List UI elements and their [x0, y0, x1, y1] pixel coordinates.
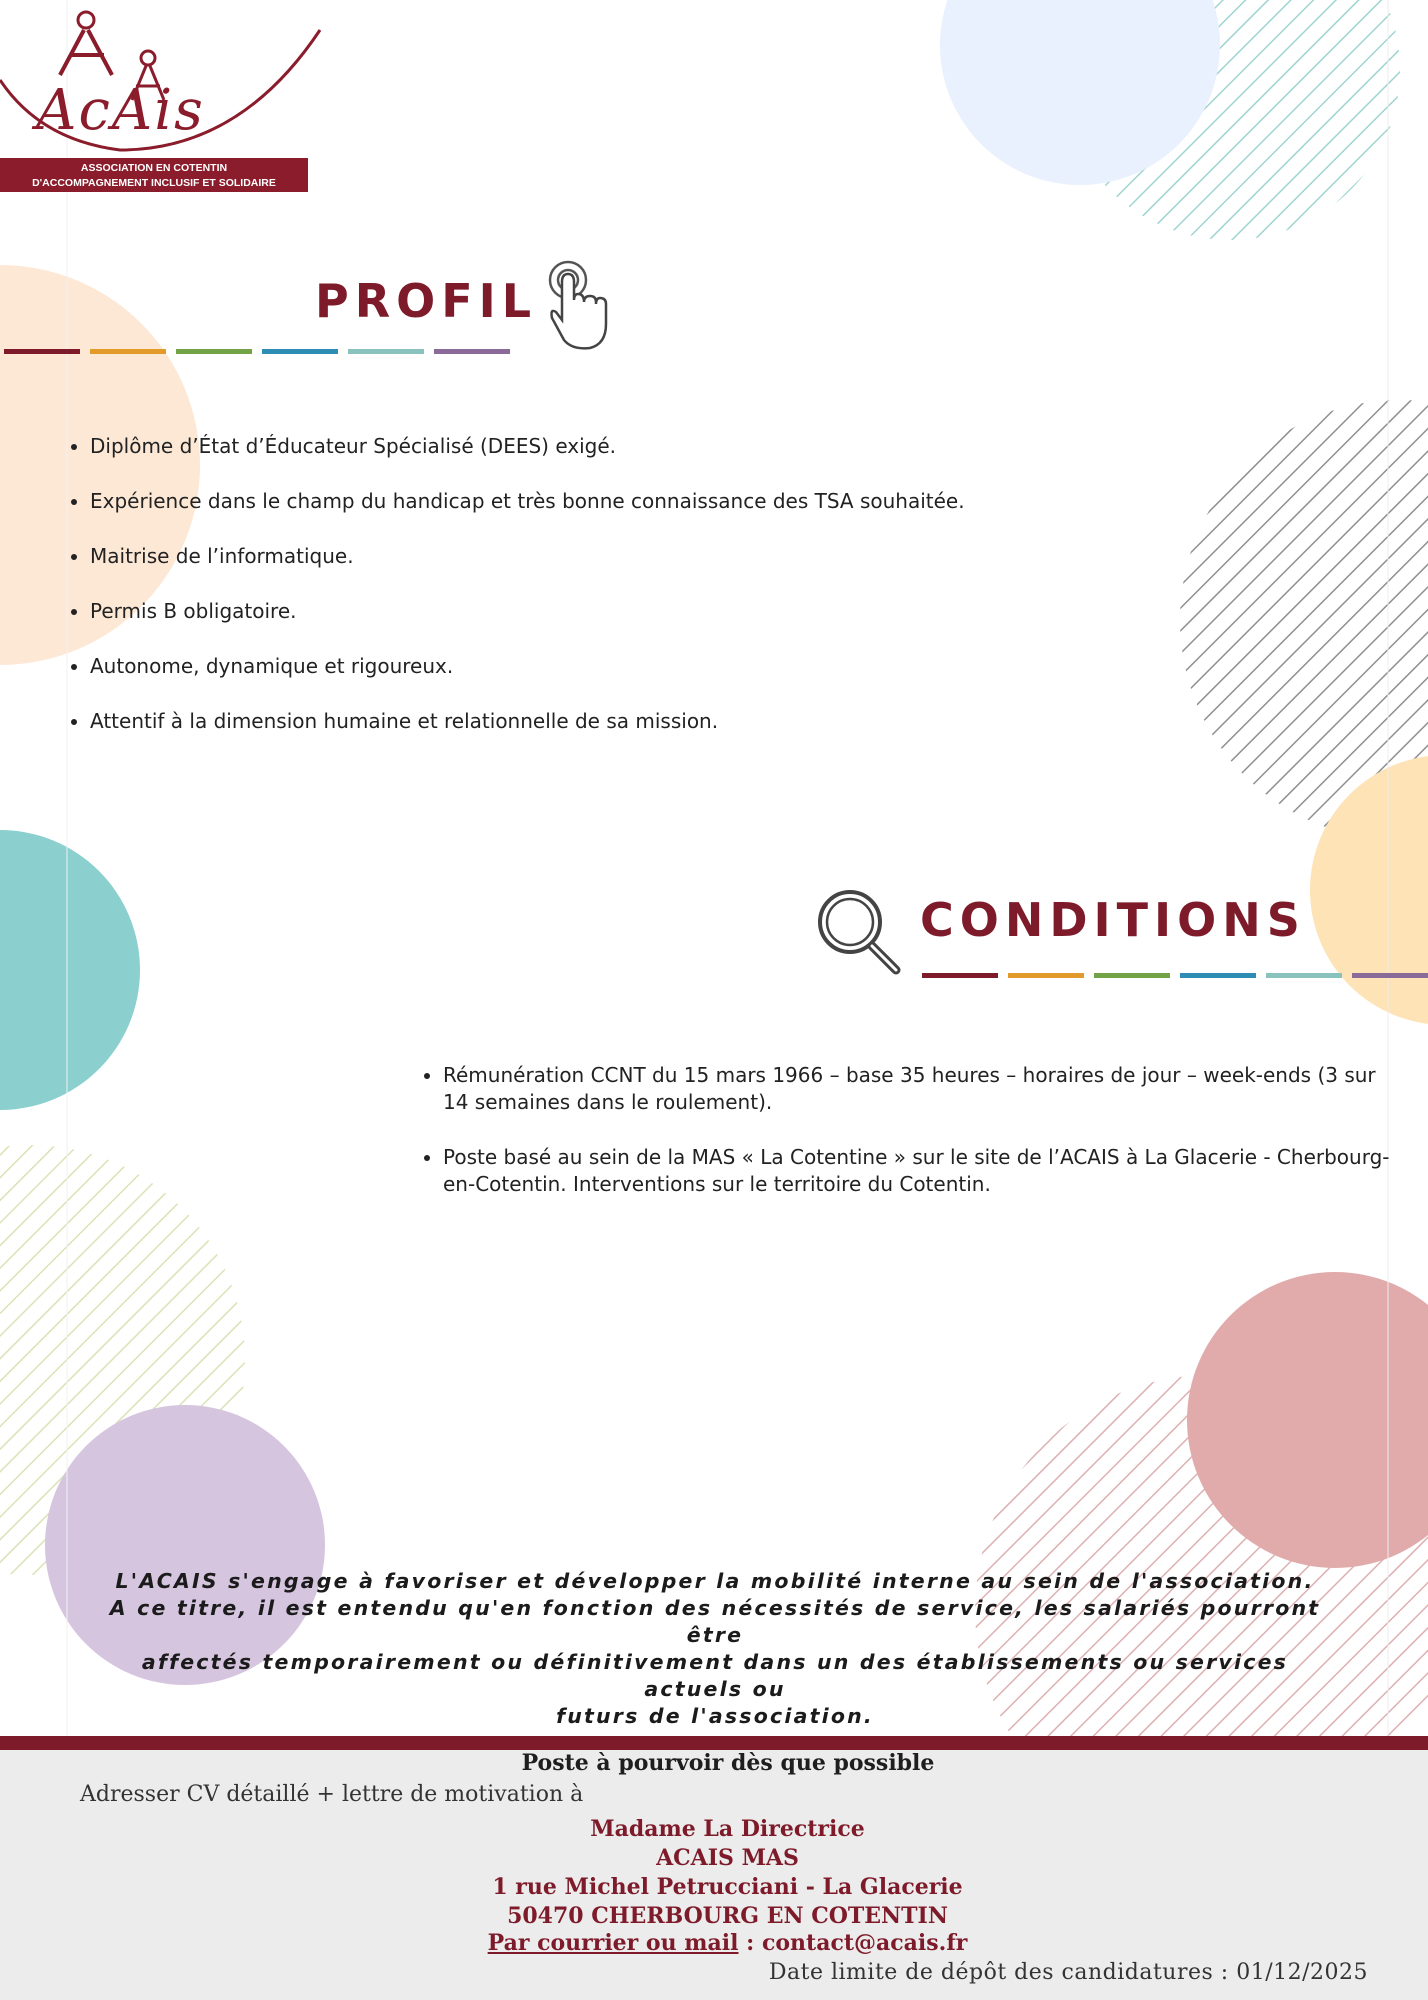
contact-line [0, 1930, 1428, 1956]
logo-line-1: ASSOCIATION EN COTENTIN [80, 162, 228, 174]
profil-list [62, 433, 1190, 735]
commitment-line-4: futurs de l'association. [556, 1704, 874, 1728]
recipient: Madame La Directrice [590, 1816, 865, 1842]
list-item: • Autonome, dynamique et rigoureux. [90, 653, 1190, 680]
color-dash [1180, 973, 1256, 978]
acais-logo [0, 0, 330, 200]
list-item: • Attentif à la dimension humaine et relationnelle de sa mission. [90, 708, 1190, 735]
city-address: 50470 CHERBOURG EN COTENTIN [507, 1903, 948, 1929]
logo-band [0, 158, 308, 192]
logo-wordmark: AcAis [36, 78, 205, 143]
send-instruction: Adresser CV détaillé + lettre de motivation à [80, 1782, 584, 1807]
contact-email[interactable]: contact@acais.fr [761, 1930, 968, 1956]
list-item: • Diplôme d’État d’Éducateur Spécialisé (DEES) exigé. [90, 433, 1190, 460]
list-item: • Expérience dans le champ du handicap et très bonne connaissance des TSA souhaitée. [90, 488, 1190, 515]
color-dash [1008, 973, 1084, 978]
list-item: • Maitrise de l’informatique. [90, 543, 1190, 570]
color-dash [1094, 973, 1170, 978]
organization: ACAIS MAS [656, 1845, 799, 1871]
profil-title: PROFIL [315, 274, 538, 328]
color-dash [90, 349, 166, 354]
footer-bar [0, 1736, 1428, 1750]
conditions-title: CONDITIONS [920, 893, 1306, 947]
logo-line-2: D'ACCOMPAGNEMENT INCLUSIF ET SOLIDAIRE [32, 177, 276, 189]
color-dash [1352, 973, 1428, 978]
circle-teal [0, 830, 140, 1110]
color-dash [1266, 973, 1342, 978]
color-dash [434, 349, 510, 354]
commitment-line-1: L'ACAIS s'engage à favoriser et développer la mobilité interne au sein de l'association. [115, 1569, 1315, 1593]
color-dash [348, 349, 424, 354]
commitment-line-3: affectés temporairement ou définitivement dans un des établissements ou services actuels ou [141, 1650, 1289, 1701]
application-deadline: Date limite de dépôt des candidatures : 01/12/2025 [768, 1960, 1368, 1985]
footer-headline: Poste à pourvoir dès que possible [521, 1750, 935, 1776]
list-item: • Permis B obligatoire. [90, 598, 1190, 625]
conditions-list [415, 1062, 1403, 1198]
street-address: 1 rue Michel Petrucciani - La Glacerie [492, 1874, 963, 1900]
contact-separator: : [738, 1930, 762, 1956]
color-dash [4, 349, 80, 354]
magnifier-icon [814, 886, 904, 976]
color-dash [176, 349, 252, 354]
list-item: • Poste basé au sein de la MAS « La Cotentine » sur le site de l’ACAIS à La Glacerie - Cherbourg-en-Cotentin. Interventions sur le territoire du Cotentin. [443, 1144, 1403, 1198]
mobility-commitment [100, 1568, 1330, 1730]
color-dash [922, 973, 998, 978]
commitment-line-2: A ce titre, il est entendu qu'en fonction des nécessités de service, les salariés pourront être [109, 1596, 1321, 1647]
color-dash [262, 349, 338, 354]
list-item: • Rémunération CCNT du 15 mars 1966 – base 35 heures – horaires de jour – week-ends (3 sur 14 semaines dans le roulement). [443, 1062, 1403, 1116]
contact-link[interactable]: Par courrier ou mail [487, 1930, 739, 1956]
pointer-hand-icon [546, 258, 616, 354]
footer [0, 1736, 1428, 2000]
